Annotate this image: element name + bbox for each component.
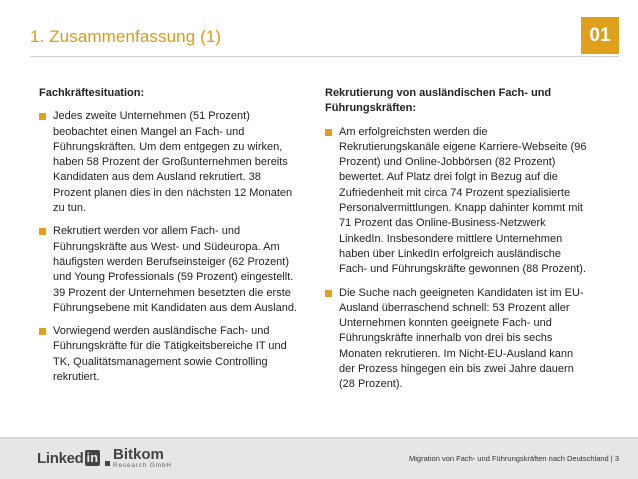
header-divider: [30, 56, 619, 57]
left-column-title: Fachkräftesituation:: [39, 87, 145, 99]
bullet-square-icon: [325, 290, 332, 297]
list-item: [39, 109, 301, 216]
bitkom-mark-icon: [105, 461, 110, 466]
linkedin-logo-text: Linked: [37, 449, 84, 467]
list-item: [325, 286, 587, 393]
list-item: [325, 125, 587, 278]
bullet-square-icon: [39, 113, 46, 120]
bitkom-logo-words: [113, 447, 172, 470]
right-bullet-list: [325, 125, 587, 393]
right-column: [325, 86, 587, 401]
bullet-square-icon: [39, 328, 46, 335]
bullet-text: Jedes zweite Unternehmen (51 Prozent) beobachtet einen Mangel an Fach- und Führungskräften. Um dem entgegen zu wirken, haben 58 Prozent der Großunternehmen bereits Kandidaten aus dem Ausland rekrutiert. 38 Prozent planen dies in den nächsten 12 Monaten zu tun.: [53, 110, 293, 215]
bullet-square-icon: [325, 129, 332, 136]
bullet-text: Am erfolgreichsten werden die Rekrutierungskanäle eigene Karriere-Webseite (96 Prozent) und Online-Jobbörsen (82 Prozent) bewertet. Auf Platz drei folgt in Bezug auf die Zufriedenheit mit circa 74 Prozent spezialisierte Personalvermittlungen. Knapp dahinter kommt mit 71 Prozent das Online-Business-Netzwerk LinkedIn. Insbesondere mittlere Unternehmen haben über LinkedIn erfolgreich ausländische Fach- und Führungskräfte gewonnen (88 Prozent).: [339, 125, 587, 276]
page-title: 1. Zusammenfassung (1): [30, 27, 222, 46]
bullet-square-icon: [39, 228, 46, 235]
linkedin-logo-box: in: [86, 450, 99, 465]
left-bullet-list: [39, 109, 301, 385]
bullet-text: Rekrutiert werden vor allem Fach- und Führungskräfte aus West- und Südeuropa. Am häufigsten werden Berufseinsteiger (62 Prozent) und Young Professionals (59 Prozent) eingestellt. 39 Prozent der Unternehmen besetzten die erste Führungsebene mit Kandidaten aus dem Ausland.: [53, 225, 297, 314]
bitkom-logo: [105, 447, 172, 470]
bullet-text: Die Suche nach geeigneten Kandidaten ist im EU-Ausland überraschend schnell: 53 Prozent aller Unternehmen konnten geeignete Fach- und Führungskräfte innerhalb von drei bis sechs Monaten rekrutieren. Im Nicht-EU-Ausland kann der Prozess hingegen ein bis zwei Jahre dauern (28 Prozent).: [339, 286, 584, 391]
left-column: [39, 86, 301, 393]
footer-caption: Migration von Fach- und Führungskräften nach Deutschland | 3: [409, 454, 619, 463]
bitkom-logo-subtitle: Research GmbH: [113, 462, 172, 469]
slide-number-badge: 01: [581, 17, 619, 54]
bitkom-logo-name: Bitkom: [113, 446, 164, 463]
bullet-text: Vorwiegend werden ausländische Fach- und Führungskräfte für die Tätigkeitsbereiche IT und TK, Qualitätsmanagement sowie Controlling rekrutiert.: [53, 325, 287, 384]
right-column-title: Rekrutierung von ausländischen Fach- und Führungskräften:: [325, 87, 552, 115]
linkedin-logo: [37, 449, 100, 467]
list-item: [39, 324, 301, 385]
list-item: [39, 224, 301, 316]
